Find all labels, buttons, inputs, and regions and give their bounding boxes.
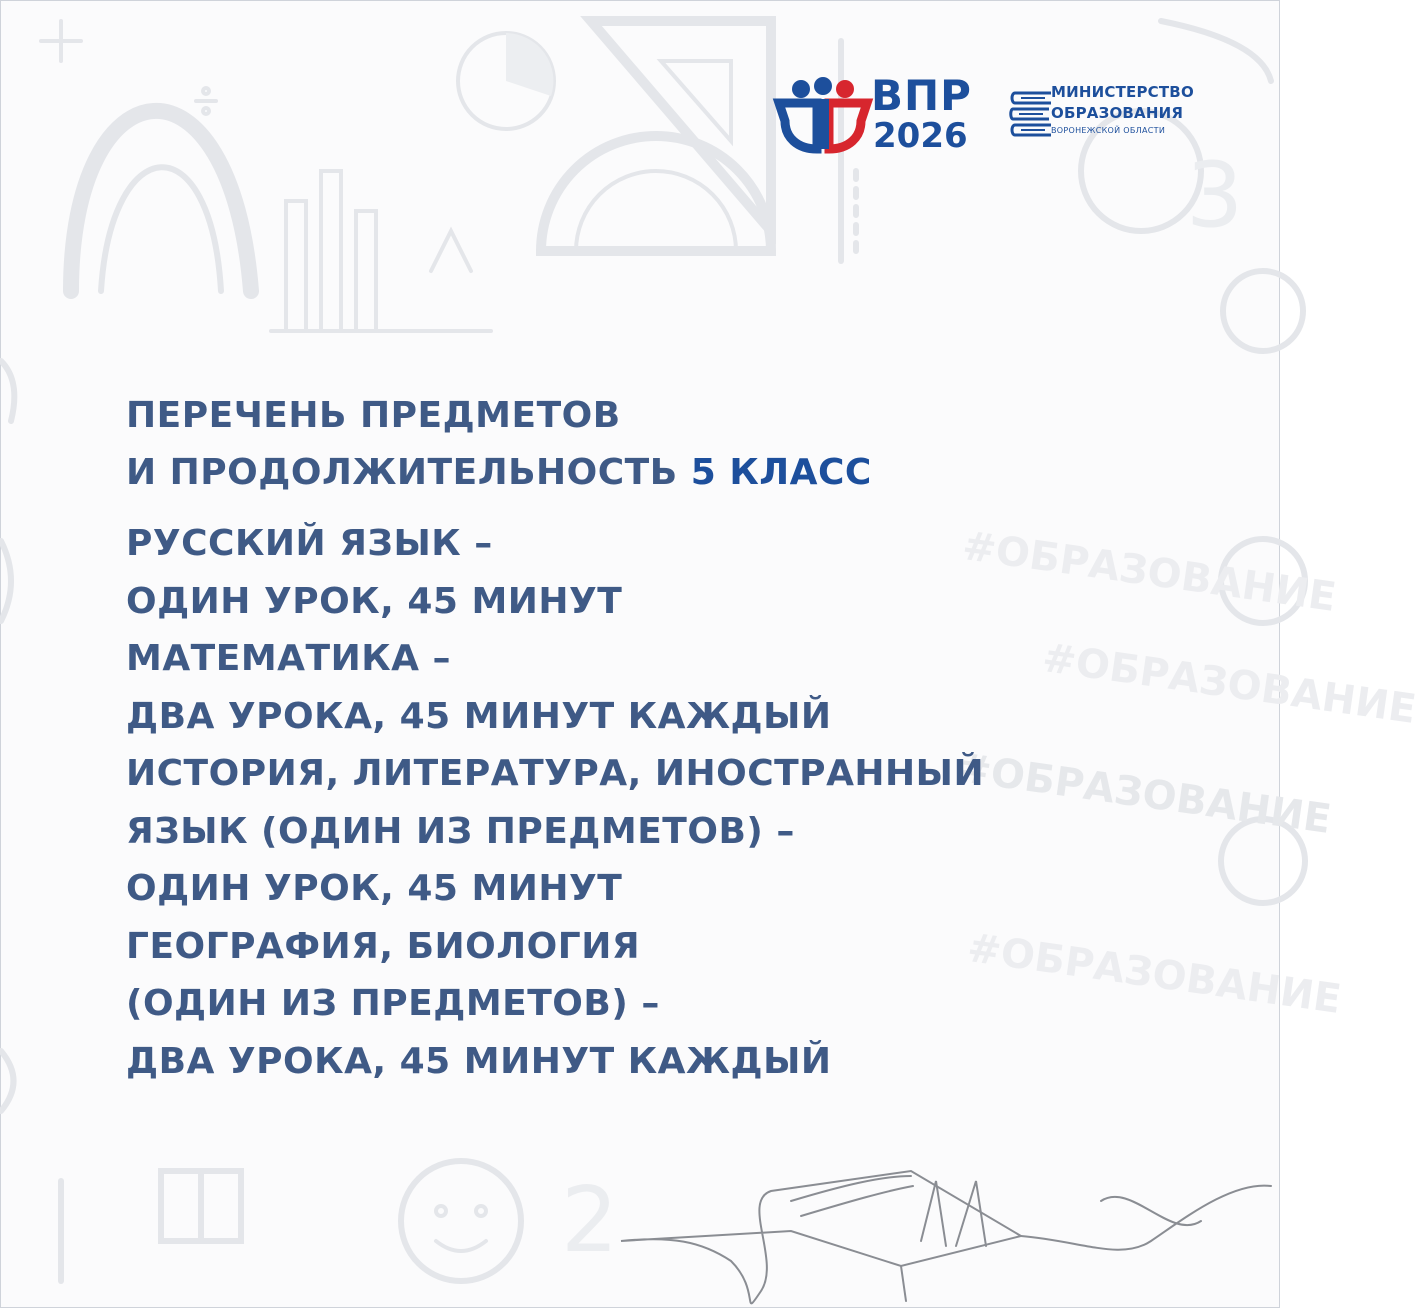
vpr-year: 2026 (873, 116, 968, 156)
title-line2-wrap (126, 444, 1126, 501)
page-title (126, 387, 1126, 501)
list-line: РУССКИЙ ЯЗЫК – (126, 523, 493, 564)
header-logos (777, 71, 1217, 165)
list-line: ОДИН УРОК, 45 МИНУТ (126, 868, 623, 909)
title-line1: ПЕРЕЧЕНЬ ПРЕДМЕТОВ (126, 395, 621, 436)
title-line2: И ПРОДОЛЖИТЕЛЬНОСТЬ (126, 452, 678, 493)
list-line: ДВА УРОКА, 45 МИНУТ КАЖДЫЙ (126, 695, 832, 737)
svg-text:2: 2 (561, 1168, 619, 1273)
watermark-2: #ОБРАЗОВАНИЕ (1039, 635, 1419, 733)
vpr-logo-text (871, 71, 972, 156)
svg-text:3: 3 (1186, 143, 1244, 248)
ministry-line1: МИНИСТЕРСТВО (1051, 83, 1194, 101)
list-line: (ОДИН ИЗ ПРЕДМЕТОВ) – (126, 983, 660, 1024)
watermark-4: #ОБРАЗОВАНИЕ (964, 925, 1344, 1023)
vpr-word: ВПР (871, 71, 972, 120)
list-line: ЯЗЫК (ОДИН ИЗ ПРЕДМЕТОВ) – (126, 810, 795, 852)
subject-list (126, 515, 1126, 1090)
ministry-logo (1011, 83, 1217, 147)
ministry-text (1051, 83, 1194, 135)
list-line: ГЕОГРАФИЯ, БИОЛОГИЯ (126, 925, 641, 967)
list-line: ДВА УРОКА, 45 МИНУТ КАЖДЫЙ (126, 1040, 832, 1082)
title-grade: 5 КЛАСС (690, 452, 872, 493)
books-icon (1011, 85, 1053, 139)
list-line: МАТЕМАТИКА – (126, 638, 452, 679)
list-line: ИСТОРИЯ, ЛИТЕРАТУРА, ИНОСТРАННЫЙ (126, 753, 985, 794)
main-content (126, 387, 1126, 1090)
watermark-1: #ОБРАЗОВАНИЕ (959, 523, 1339, 621)
list-line: ОДИН УРОК, 45 МИНУТ (126, 580, 623, 622)
watermark-3: #ОБРАЗОВАНИЕ (954, 745, 1334, 843)
ministry-line2: ОБРАЗОВАНИЯ (1051, 104, 1184, 122)
ministry-line3: ВОРОНЕЖСКОЙ ОБЛАСТИ (1051, 126, 1166, 135)
vpr-emblem-icon (777, 77, 869, 157)
